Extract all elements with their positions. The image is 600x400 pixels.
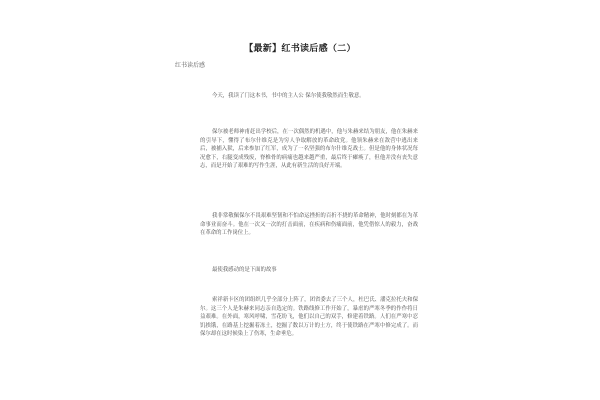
document-title: 【最新】红书读后感（二）: [244, 44, 356, 54]
paragraph-5: 索祥新卡区的团组织几乎全部分上阵了，团省委去了三个人，杜巴氏、潘克拉托夫和保尔。这三个人是朱赫来同志亲自选定的。铁路线修工作开始了，暴虐的严寒冬季的作作将日益艰难。在外面，寒风呼啸，雪花纷飞，他们以自己的双手，修建着铁路。人们在严寒中忍饥挨饿，在路基上挖掘着冻土，挖掘了数以万计的土方，终于使铁路在严寒中修完成了。而保尔却在这时候染上了伤寒，生命垂危。: [200, 297, 418, 338]
paragraph-2: 保尔被老师神甫赶出学校后，在一次偶然的机遇中，他与朱赫来结为朋友，他在朱赫来的引导下，懂得了布尔什维克是为穷人争取解放的革命政党。他领朱赫来在敌营中逃出来后，被捕入狱，后来参加了红军，成为了一名坚强的布尔什维克战士。但是他的身体状况每况愈下，右腿变成残废，脊椎骨的病痛也越来越严重，最后终于瘫痪了，但他并没有丧失意志，而是开始了艰难的写作生涯，从此有新生活的良好开端。: [200, 129, 418, 170]
paragraph-4: 最使我感动的是下面的故事: [212, 267, 277, 273]
paragraph-3: 我非常敬佩保尔不畏艰难坚韧和不怕命运挫折的百折不挠的革命精神，他时刻都在为革命事业而奋斗。他在一次又一次的打击面前，在疾病和伤痛面前，他凭借惊人的毅力，奋战在革命的工作岗位上。: [200, 213, 418, 237]
document-subtitle: 红书读后感: [175, 62, 206, 69]
paragraph-1: 今天，我读了门这本书，书中的主人公 保尔使我敬然而生敬意。: [212, 93, 365, 99]
